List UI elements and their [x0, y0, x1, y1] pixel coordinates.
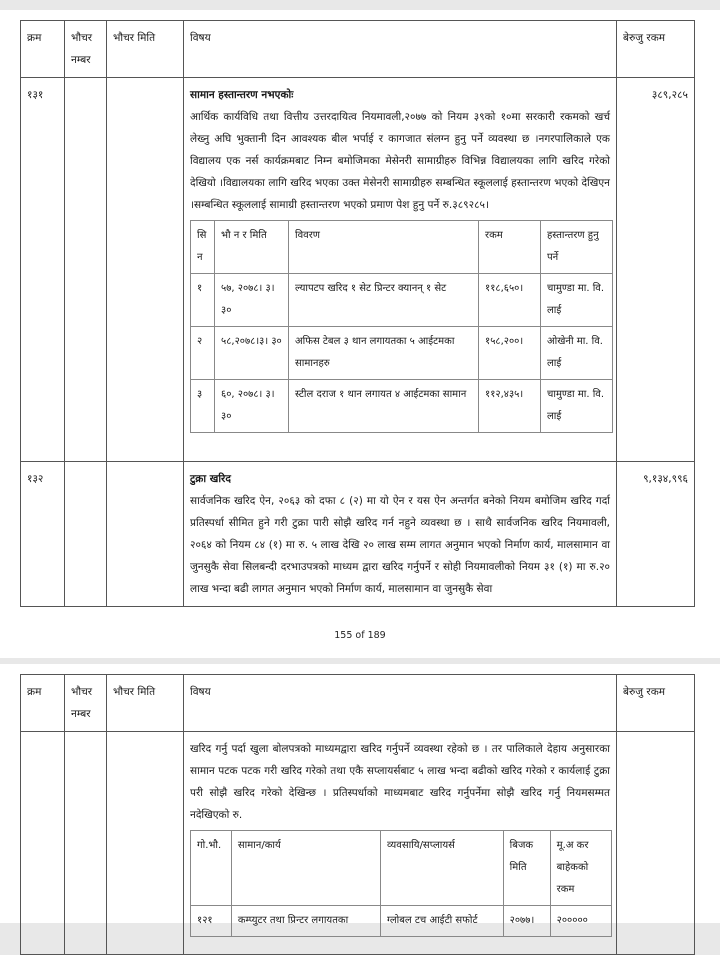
header-subject: विषय [184, 675, 617, 732]
row-voucher-number [65, 462, 107, 607]
subtable-row [191, 906, 612, 937]
table-header-row [21, 675, 695, 732]
subtable-cell: ११८,६५०। [479, 274, 541, 327]
subtable-header: रकम [479, 221, 541, 274]
row-paragraph: सार्वजनिक खरिद ऐन, २०६३ को दफा ८ (२) मा यो ऐन र यस ऐन अन्तर्गत बनेको नियम बमोजिम खरिद गर्दा प्रतिस्पर्धा सीमित हुने गरी टुक्रा पारी सोझै खरिद गर्न नहुने व्यवस्था छ । साथै सार्वजनिक खरिद नियमावली, २०६४ को नियम ८४ (१) मा रु. ५ लाख देखि २० लाख सम्म लागत अनुमान भएको निर्माण कार्य, मालसामान वा जुनसुकै सेवा सिलबन्दी दरभाउपत्रको माध्यम द्वारा खरिद गर्नुपर्ने र सोही नियमावलीको नियम ३१ (१) मा रु.२० लाख भन्दा बढी लागत अनुमान भएको निर्माण कार्य, मालसामान वा जुनसुकै सेवा [190, 495, 610, 595]
row-amount [617, 732, 695, 955]
row-amount: ९,१३४,९९६ [617, 462, 695, 607]
subtable-cell: ओखेनी मा. वि. लाई [541, 327, 613, 380]
subtable-cell: ल्यापटप खरिद १ सेट प्रिन्टर क्यानन् १ सेट [289, 274, 479, 327]
header-voucher-number: भौचर नम्बर [65, 675, 107, 732]
table-row-131 [21, 78, 695, 462]
subtable-cell: २०७७। [503, 906, 550, 937]
subtable-cell: ११२,४३५। [479, 380, 541, 433]
subtable-header: हस्तान्तरण हुनु पर्ने [541, 221, 613, 274]
subtable-cell: स्टील दराज १ थान लगायत ४ आईटमका सामान [289, 380, 479, 433]
header-voucher-number: भौचर नम्बर [65, 21, 107, 78]
subtable-cell: अफिस टेबल ३ थान लगायतका ५ आईटमका सामानहरु [289, 327, 479, 380]
table-row-132 [21, 462, 695, 607]
subtable-header: सि न [191, 221, 215, 274]
row-sn [21, 732, 65, 955]
row-voucher-number [65, 78, 107, 462]
subtable-row [191, 274, 613, 327]
row-sn: १३१ [21, 78, 65, 462]
subtable-cell: ३ [191, 380, 215, 433]
table-header-row [21, 21, 695, 78]
subtable-cell: चामुण्डा मा. वि. लाई [541, 274, 613, 327]
subtable-cell: १२१ [191, 906, 232, 937]
subtable-cell: २००००० [550, 906, 611, 937]
document-page-155 [0, 10, 720, 658]
subtable-header-row [191, 221, 613, 274]
subtable-cell: ग्लोबल टच आईटी सफोर्ट [381, 906, 504, 937]
subtable-header: मू.अ कर बाहेकको रकम [550, 831, 611, 906]
subtable-row [191, 380, 613, 433]
document-page-156 [0, 664, 720, 926]
row-title: सामान हस्तान्तरण नभएकोः [190, 89, 294, 101]
header-voucher-date: भौचर मिति [107, 21, 184, 78]
subtable-header: बिजक मिति [503, 831, 550, 906]
subtable-cell: ६०, २०७८। ३।३० [215, 380, 289, 433]
subtable-header: सामान/कार्य [231, 831, 380, 906]
page-footer: 155 of 189 [334, 630, 386, 641]
row-paragraph: आर्थिक कार्यविधि तथा वित्तीय उत्तरदायित्व नियमावली,२०७७ को नियम ३९को १०मा सरकारी रकमको खर्च लेख्नु अघि भुक्तानी दिन आवश्यक बील भर्पाई र कागजात संलग्न हुनु पर्ने व्यवस्था छ ।नगरपालिकाले एक विद्यालय एक नर्स कार्यक्रमबाट निम्न बमोजिमका मेसेनरी सामाग्रीहरु विभिन्न विद्यालयका लागि खरिद गरेको देखियो ।विद्यालयका लागि खरिद भएका उक्त मेसेनरी सामाग्रीहरु सम्बन्धित स्कूललाई हस्तान्तरण भएको देखिएन ।सम्बन्धित स्कूललाई सामाग्री हस्तान्तरण भएको प्रमाण पेश हुनु पर्ने रु.३८९२८५। [190, 111, 610, 211]
audit-table [20, 20, 695, 607]
table-row-continued [21, 732, 695, 955]
header-amount: बेरुजु रकम [617, 21, 695, 78]
row-title: टुक्रा खरिद [190, 473, 231, 485]
row-paragraph: खरिद गर्नु पर्दा खुला बोलपत्रको माध्यमद्वारा खरिद गर्नुपर्ने व्यवस्था रहेको छ । तर पालिकाले देहाय अनुसारका सामान पटक पटक गरी खरिद गरेको तथा एकै सप्लायर्सबाट ५ लाख भन्दा बढीको खरिद गरेको र कार्यलाई टुक्रा परी सोझै खरिद गरेको देखिन्छ । प्रतिस्पर्धाको माध्यमबाट खरिद गर्नुपर्नेमा सोझै खरिद गर्नु नियमसम्मत नदेखिएको रु. [190, 743, 610, 821]
subtable-header: विवरण [289, 221, 479, 274]
subtable-header-row [191, 831, 612, 906]
row-sn: १३२ [21, 462, 65, 607]
row-voucher-date [107, 462, 184, 607]
row-amount: ३८९,२८५ [617, 78, 695, 462]
subtable-header: भौ न र मिति [215, 221, 289, 274]
row-subject [184, 78, 617, 462]
subtable-cell: ५८,२०७८।३। ३० [215, 327, 289, 380]
subtable-cell: चामुण्डा मा. वि. लाई [541, 380, 613, 433]
subtable-cell: २ [191, 327, 215, 380]
subtable-cell: १५८,२००। [479, 327, 541, 380]
subtable-cell: कम्प्युटर तथा प्रिन्टर लगायतका [231, 906, 380, 937]
audit-table [20, 674, 695, 955]
row-voucher-date [107, 78, 184, 462]
subtable-row [191, 327, 613, 380]
subtable-cell: १ [191, 274, 215, 327]
header-sn: क्रम [21, 21, 65, 78]
row-subject [184, 732, 617, 955]
handover-subtable [190, 220, 613, 433]
row-voucher-date [107, 732, 184, 955]
row-subject [184, 462, 617, 607]
subtable-header: गो.भौ. [191, 831, 232, 906]
row-voucher-number [65, 732, 107, 955]
subtable-header: व्यवसायि/सप्लायर्स [381, 831, 504, 906]
purchase-subtable [190, 830, 612, 937]
header-sn: क्रम [21, 675, 65, 732]
header-voucher-date: भौचर मिति [107, 675, 184, 732]
subtable-cell: ५७, २०७८। ३।३० [215, 274, 289, 327]
header-amount: बेरुजु रकम [617, 675, 695, 732]
header-subject: विषय [184, 21, 617, 78]
